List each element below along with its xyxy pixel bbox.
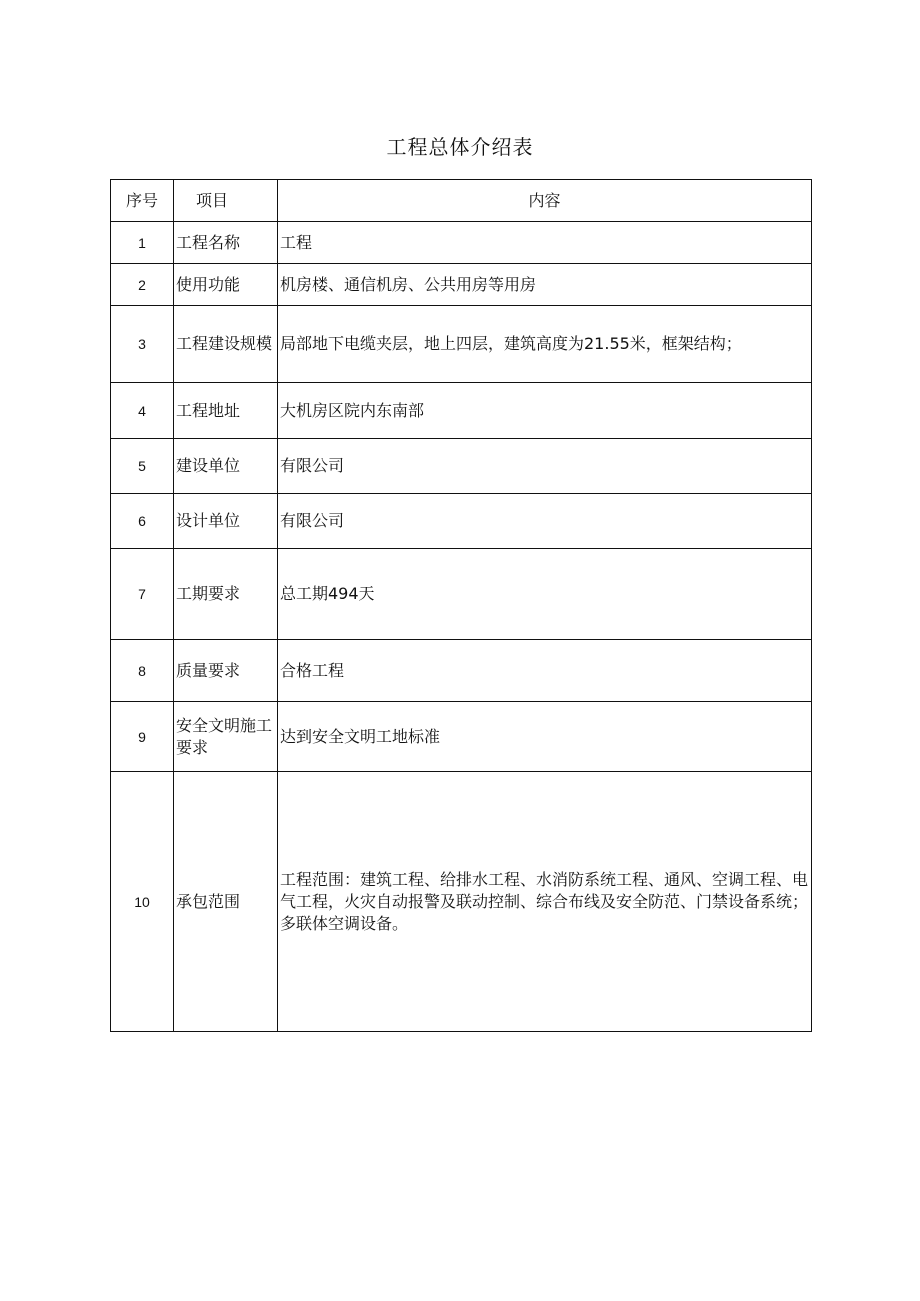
header-item: 项目 <box>174 180 278 222</box>
row-content: 工程范围：建筑工程、给排水工程、水消防系统工程、通风、空调工程、电气工程，火灾自动报警及联动控制、综合布线及安全防范、门禁设备系统；多联体空调设备。 <box>278 772 812 1032</box>
row-content: 工程 <box>278 222 812 264</box>
row-no: 8 <box>111 640 174 702</box>
row-content: 机房楼、通信机房、公共用房等用房 <box>278 264 812 306</box>
row-item: 设计单位 <box>174 494 278 549</box>
row-no: 2 <box>111 264 174 306</box>
table-row <box>111 494 812 549</box>
row-content: 有限公司 <box>278 494 812 549</box>
row-item: 工期要求 <box>174 549 278 640</box>
row-no: 7 <box>111 549 174 640</box>
project-overview-table <box>110 179 812 1032</box>
row-no: 4 <box>111 383 174 439</box>
header-content: 内容 <box>278 180 812 222</box>
row-item: 工程名称 <box>174 222 278 264</box>
table-header-row <box>111 180 812 222</box>
row-item: 建设单位 <box>174 439 278 494</box>
row-item: 质量要求 <box>174 640 278 702</box>
row-no: 9 <box>111 702 174 772</box>
table-row <box>111 264 812 306</box>
row-content: 有限公司 <box>278 439 812 494</box>
row-content: 大机房区院内东南部 <box>278 383 812 439</box>
table-row <box>111 383 812 439</box>
table-row <box>111 549 812 640</box>
table-row <box>111 439 812 494</box>
table-row <box>111 702 812 772</box>
table-row <box>111 772 812 1032</box>
table-row <box>111 640 812 702</box>
table-row <box>111 306 812 383</box>
row-item: 使用功能 <box>174 264 278 306</box>
row-item: 安全文明施工要求 <box>174 702 278 772</box>
row-item: 承包范围 <box>174 772 278 1032</box>
row-content: 达到安全文明工地标准 <box>278 702 812 772</box>
row-no: 5 <box>111 439 174 494</box>
row-no: 6 <box>111 494 174 549</box>
row-no: 3 <box>111 306 174 383</box>
row-item: 工程地址 <box>174 383 278 439</box>
row-item: 工程建设规模 <box>174 306 278 383</box>
page-title: 工程总体介绍表 <box>386 135 534 159</box>
row-no: 1 <box>111 222 174 264</box>
row-content: 合格工程 <box>278 640 812 702</box>
row-content: 总工期494天 <box>278 549 812 640</box>
header-no: 序号 <box>111 180 174 222</box>
row-no: 10 <box>111 772 174 1032</box>
table-row <box>111 222 812 264</box>
row-content: 局部地下电缆夹层，地上四层，建筑高度为21.55米，框架结构； <box>278 306 812 383</box>
